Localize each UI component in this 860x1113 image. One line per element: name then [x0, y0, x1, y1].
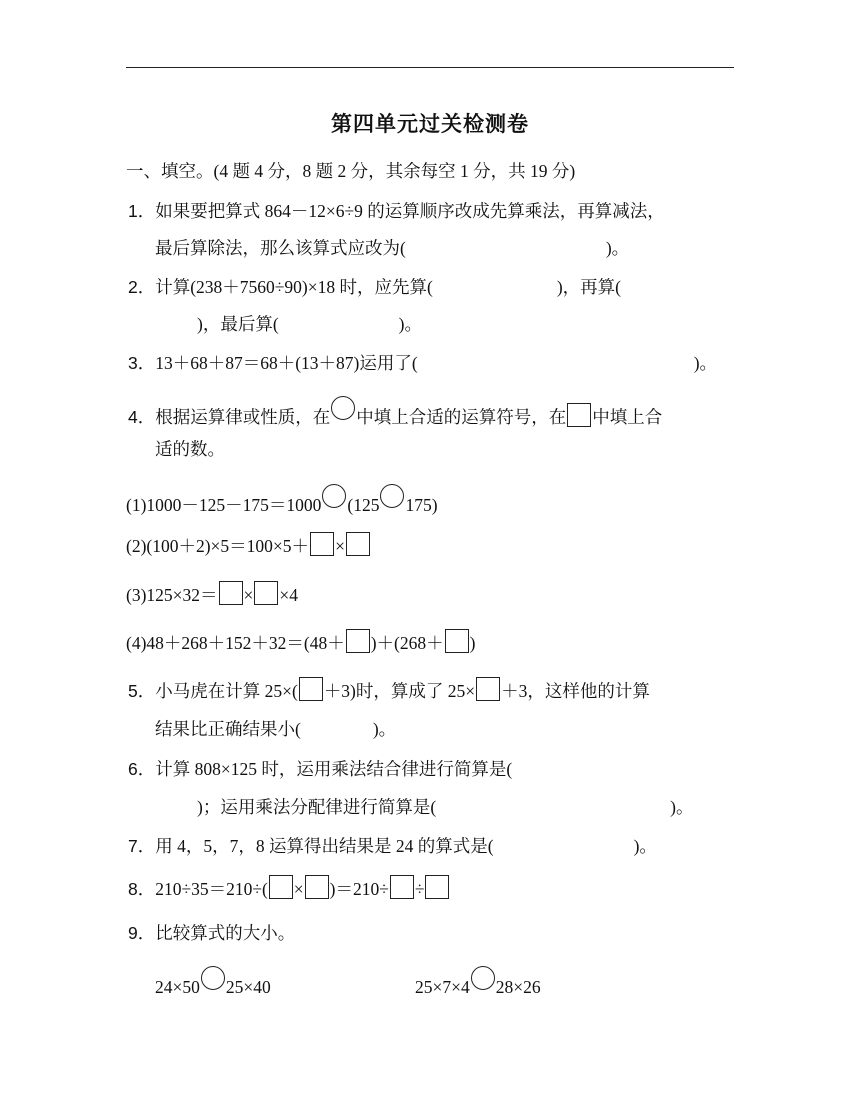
comparison-1-left: 24×50: [155, 977, 200, 997]
answer-circle[interactable]: [471, 966, 495, 990]
question-1-text-2: 最后算除法，那么该算式应改为(: [155, 238, 406, 258]
question-1-close: )。: [605, 238, 630, 258]
answer-box[interactable]: [254, 581, 278, 605]
comparison-2-right: 28×26: [495, 977, 541, 997]
answer-box[interactable]: [476, 677, 500, 701]
question-8-times: ×: [293, 879, 304, 899]
question-8-divide: ÷: [414, 879, 425, 899]
question-5-line-1: [128, 676, 650, 706]
box-symbol: [567, 403, 591, 427]
question-6-line-2: [155, 792, 693, 822]
question-9: [128, 918, 295, 948]
question-2-text-c: )，最后算(: [197, 314, 279, 334]
question-5-text: 小马虎在计算 25×(: [155, 681, 298, 701]
question-9-text: 比较算式的大小。: [155, 923, 296, 943]
comparison-1-right: 25×40: [225, 977, 271, 997]
question-3-number: 3．: [128, 353, 156, 373]
answer-box[interactable]: [310, 532, 334, 556]
question-7-close: )。: [633, 836, 657, 856]
header-rule: [126, 67, 734, 68]
part-1-text-b: (125: [347, 495, 380, 515]
question-2-number: 2．: [128, 277, 156, 297]
answer-box[interactable]: [346, 629, 370, 653]
answer-box[interactable]: [269, 875, 293, 899]
section-heading: 一、填空。(4 题 4 分，8 题 2 分，其余每空 1 分，共 19 分): [126, 161, 576, 181]
answer-circle[interactable]: [322, 484, 346, 508]
question-3: [128, 348, 717, 378]
question-6-line-1: [128, 754, 512, 784]
question-5-text-b: ＋3)时，算成了 25×: [323, 681, 476, 701]
question-2-close: )。: [398, 314, 422, 334]
part-4-close: ): [469, 633, 476, 653]
question-8-text-b: )＝210÷: [329, 879, 389, 899]
question-4-text-b: 中填上合适的运算符号，在: [356, 407, 567, 427]
part-4-text-b: )＋(268＋: [370, 633, 444, 653]
part-2-times: ×: [335, 536, 345, 556]
page-title: 第四单元过关检测卷: [331, 112, 529, 136]
question-4-text-c: 中填上合: [592, 407, 663, 427]
question-1-text: 如果要把算式 864－12×6÷9 的运算顺序改成先算乘法，再算减法，: [155, 201, 665, 221]
question-4-text: 根据运算律或性质，在: [155, 407, 331, 427]
comparison-2: [415, 966, 541, 996]
question-4-part-3: [126, 580, 298, 610]
question-8-text: 210÷35＝210÷(: [155, 879, 268, 899]
question-6-close: )。: [670, 797, 694, 817]
question-8: [128, 874, 450, 904]
question-2-text-b: )，再算(: [556, 277, 621, 297]
question-6-text-b: )；运用乘法分配律进行简算是(: [197, 797, 437, 817]
part-3-text: (3)125×32＝: [126, 585, 218, 605]
question-4-part-2: [126, 531, 371, 561]
answer-box[interactable]: [219, 581, 243, 605]
question-5-line-2: [155, 714, 396, 744]
question-4-part-1: [126, 484, 438, 514]
question-1-line-1: [128, 196, 665, 226]
question-1-number: 1．: [128, 201, 156, 221]
question-4-number: 4．: [128, 407, 156, 427]
question-5-close: )。: [372, 719, 397, 739]
answer-box[interactable]: [425, 875, 449, 899]
answer-circle[interactable]: [380, 484, 404, 508]
circle-symbol: [331, 396, 355, 420]
question-4-line-1: [128, 396, 662, 426]
question-3-close: )。: [693, 353, 718, 373]
question-6-text: 计算 808×125 时，运用乘法结合律进行简算是(: [155, 759, 513, 779]
question-7-number: 7．: [128, 836, 156, 856]
question-8-number: 8．: [128, 879, 156, 899]
answer-circle[interactable]: [201, 966, 225, 990]
part-2-text: (2)(100＋2)×5＝100×5＋: [126, 536, 310, 556]
question-3-text: 13＋68＋87＝68＋(13＋87)运用了(: [155, 353, 418, 373]
question-5-number: 5．: [128, 681, 156, 701]
answer-box[interactable]: [390, 875, 414, 899]
answer-box[interactable]: [299, 677, 323, 701]
question-7-text: 用 4，5，7，8 运算得出结果是 24 的算式是(: [155, 836, 494, 856]
answer-box[interactable]: [346, 532, 370, 556]
comparison-2-left: 25×7×4: [415, 977, 470, 997]
question-9-number: 9．: [128, 923, 156, 943]
part-4-text: (4)48＋268＋152＋32＝(48＋: [126, 633, 345, 653]
question-6-number: 6．: [128, 759, 156, 779]
comparison-1: [155, 966, 271, 996]
question-1-line-2: [155, 233, 629, 263]
question-5-text-c: ＋3，这样他的计算: [501, 681, 650, 701]
part-1-text-c: 175): [405, 495, 438, 515]
part-3-times: ×: [243, 585, 254, 605]
question-2-text: 计算(238＋7560÷90)×18 时，应先算(: [155, 277, 433, 297]
answer-box[interactable]: [445, 629, 469, 653]
question-7: [128, 831, 657, 861]
answer-box[interactable]: [305, 875, 329, 899]
question-4-part-4: [126, 628, 475, 658]
question-2-line-2: [155, 309, 422, 339]
question-4-line-2: 适的数。: [155, 439, 225, 459]
part-1-text: (1)1000－125－175＝1000: [126, 495, 322, 515]
part-3-text-c: ×4: [279, 585, 299, 605]
question-2-line-1: [128, 272, 621, 302]
question-5-text-d: 结果比正确结果小(: [155, 719, 301, 739]
